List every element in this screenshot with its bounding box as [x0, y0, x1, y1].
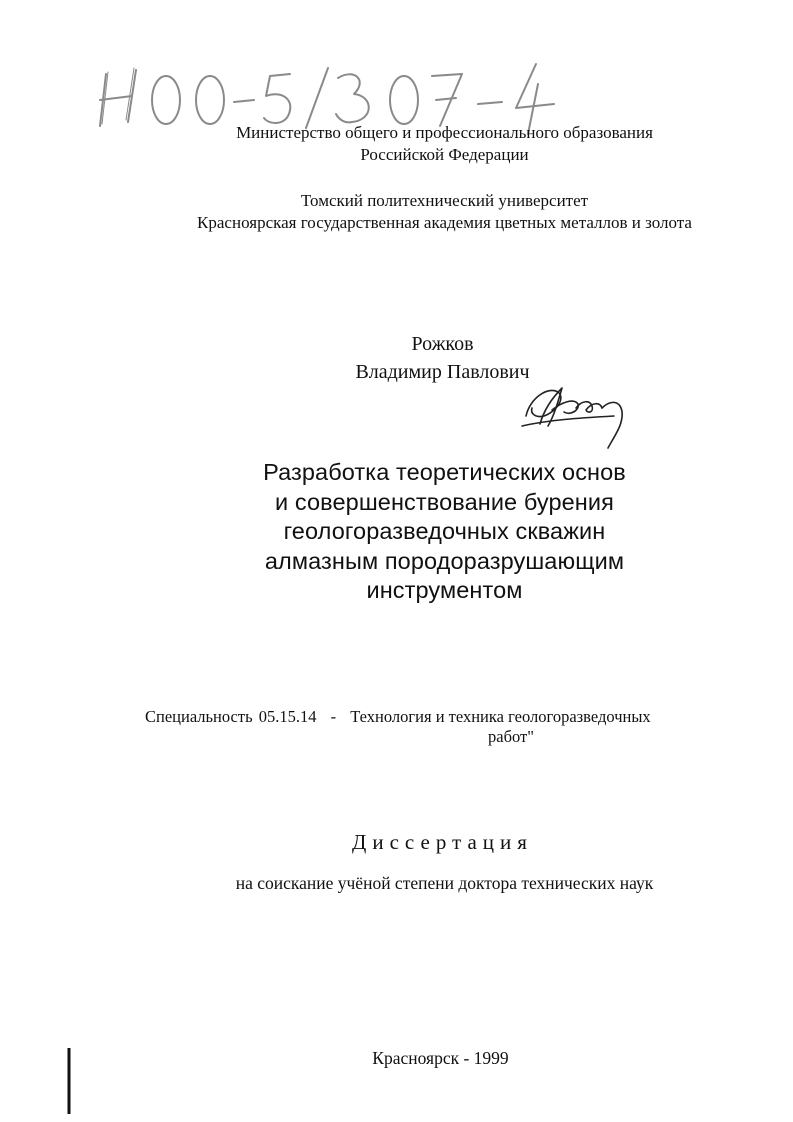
- specialty-name-line-2: работ": [488, 727, 534, 746]
- specialty-code: 05.15.14: [258, 707, 317, 726]
- margin-scan-mark: [66, 1048, 72, 1114]
- title-line-3: геологоразведочных скважин: [283, 518, 606, 544]
- title-line-1: Разработка теоретических основ: [263, 459, 626, 485]
- specialty-name-line-1: Технология и техника геологоразведочных: [350, 707, 651, 726]
- place-year: Красноярск - 1999: [372, 1048, 509, 1068]
- thesis-type: Диссертация: [352, 830, 533, 854]
- dissertation-title: [48, 458, 793, 606]
- title-line-2: и совершенствование бурения: [275, 488, 614, 515]
- author-given-names: Владимир Павлович: [355, 361, 530, 383]
- title-line-5: инструментом: [366, 577, 523, 603]
- author-surname: Рожков: [411, 333, 474, 355]
- author-signature: [518, 372, 638, 452]
- author-block: [46, 330, 793, 386]
- university-line-1: Томский политехнический университет: [300, 191, 589, 210]
- ministry-line-2: Российской Федерации: [360, 145, 529, 164]
- ministry-line-1: Министерство общего и профессионального образования: [236, 123, 653, 142]
- specialty-separator: -: [330, 707, 337, 726]
- degree-line: на соискание учёной степени доктора технических наук: [235, 873, 654, 893]
- specialty-line: [145, 706, 651, 728]
- universities-block: [48, 190, 793, 234]
- university-line-2: Красноярская государственная академия цветных металлов и золота: [197, 213, 692, 232]
- ministry-block: [48, 122, 793, 166]
- title-line-4: алмазным породоразрушающим: [264, 547, 625, 574]
- specialty-label: Специальность: [145, 707, 253, 726]
- signature-drawing: [518, 372, 638, 452]
